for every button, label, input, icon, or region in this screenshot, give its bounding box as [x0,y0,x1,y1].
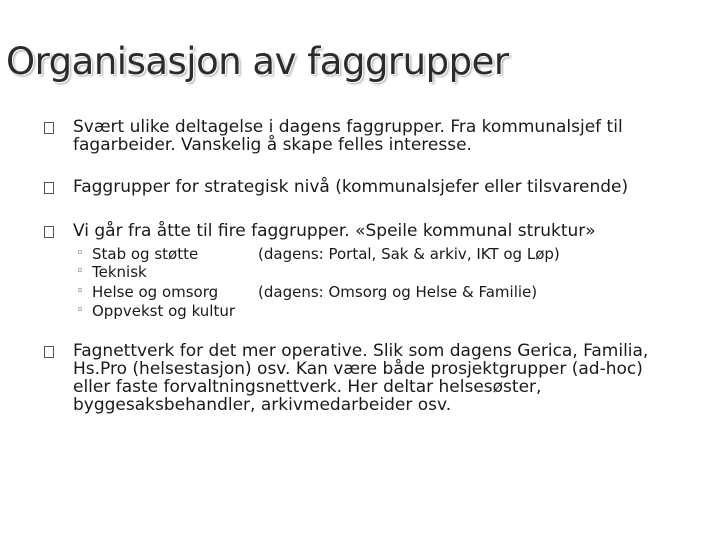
hollow-circle-bullet-icon: ◦ [76,264,84,279]
bullet-box-icon [44,226,54,238]
bullet-text: Faggrupper for strategisk nivå (kommunalsjefer eller tilsvarende) [73,177,629,197]
hollow-circle-bullet-icon: ◦ [76,303,84,318]
bullet-box-icon [44,346,54,358]
sub-bullet-label: Stab og støtte [92,245,199,263]
bullet-item [44,118,684,154]
sub-bullet-label: Teknisk [92,263,147,281]
bullet-item [44,222,684,240]
bullet-text: Vi går fra åtte til fire faggrupper. «Speile kommunal struktur» [73,221,596,241]
bullet-item [44,342,684,414]
hollow-circle-bullet-icon: ◦ [76,284,84,299]
bullet-text: Svært ulike deltagelse i dagens faggrupper. Fra kommunalsjef til fagarbeider. Vanskelig å skape felles interesse. [73,117,623,155]
sub-bullet-note: (dagens: Portal, Sak & arkiv, IKT og Løp) [258,245,560,263]
sub-bullet-note: (dagens: Omsorg og Helse & Familie) [258,283,538,301]
sub-bullet-label: Helse og omsorg [92,283,219,301]
sub-bullet-label: Oppvekst og kultur [92,302,236,320]
bullet-item [44,178,684,196]
bullet-box-icon [44,182,54,194]
slide-title: Organisasjon av faggrupper [6,40,509,83]
bullet-text: Fagnettverk for det mer operative. Slik som dagens Gerica, Familia, Hs.Pro (helsestasjon) osv. Kan være både prosjektgrupper (ad-hoc) eller faste forvaltningsnettverk. Her deltar helsesøster, byggesaksbehandler, arkivmedarbeider osv. [73,341,649,415]
hollow-circle-bullet-icon: ◦ [76,246,84,261]
bullet-box-icon [44,122,54,134]
